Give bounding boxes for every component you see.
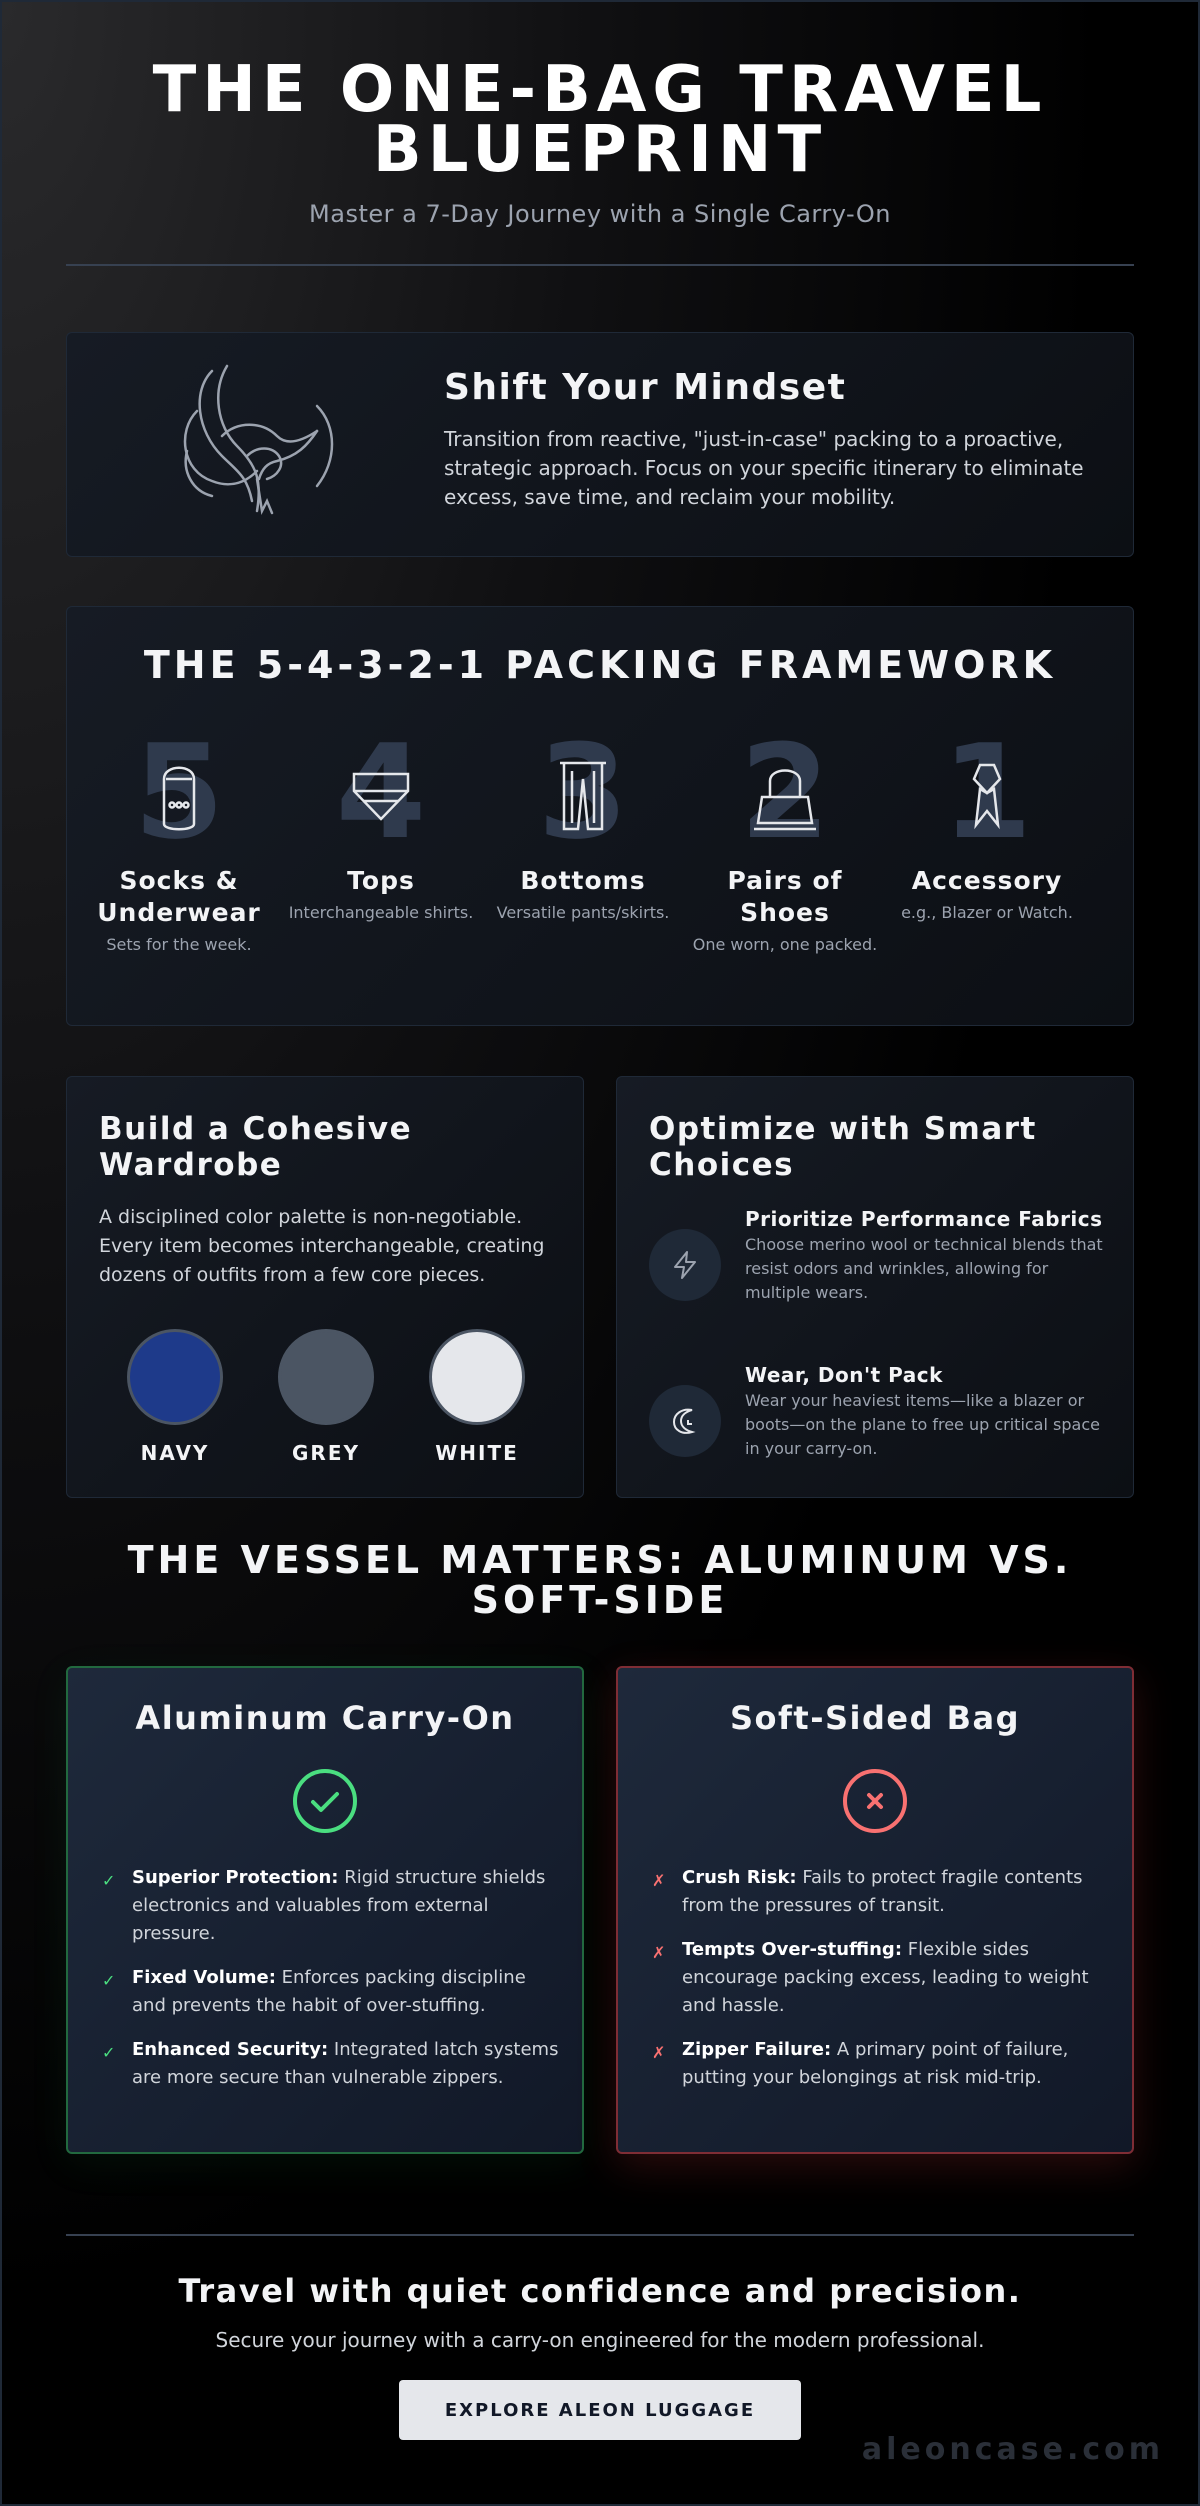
swatch-grey (276, 1329, 376, 1465)
hero (66, 53, 1134, 228)
list-item (100, 1964, 560, 2020)
framework-item-tops (281, 716, 481, 925)
swatch-color (429, 1329, 525, 1425)
aluminum-points (100, 1864, 560, 2108)
mindset-body: Transition from reactive, "just-in-case" packing to a proactive, strategic approach. Focus on your specific itinerary to eliminate excess, save time, and reclaim your mobility. (444, 427, 1084, 509)
framework-number: 5 (133, 716, 225, 868)
tip-icon-circle (649, 1385, 721, 1457)
aluminum-title: Aluminum Carry-On (135, 1699, 515, 1737)
framework-item-desc: e.g., Blazer or Watch. (901, 903, 1073, 922)
tie-icon (942, 749, 1032, 839)
shoe-icon (740, 749, 830, 839)
framework-number: 3 (537, 716, 629, 868)
x-icon: ✗ (652, 1871, 666, 1890)
check-icon: ✓ (102, 1971, 116, 1990)
tip-performance-fabrics (649, 1205, 1109, 1305)
framework-item-shoes (685, 716, 885, 957)
divider (66, 2234, 1134, 2236)
tip-desc: Choose merino wool or technical blends that resist odors and wrinkles, allowing for multiple wears. (745, 1235, 1103, 1302)
vessel-title: THE VESSEL MATTERS: ALUMINUM VS. SOFT-SIDE (127, 1538, 1073, 1622)
mindset-card (66, 332, 1134, 557)
point-title: Superior Protection: (132, 1867, 339, 1888)
framework-item-desc: Sets for the week. (106, 935, 252, 954)
list-item (100, 1864, 560, 1948)
framework-item-title: Tops (347, 866, 415, 895)
sock-icon (134, 749, 224, 839)
moon-icon (668, 1404, 702, 1438)
framework-card (66, 606, 1134, 1026)
check-icon: ✓ (102, 2043, 116, 2062)
framework-number: 2 (739, 716, 831, 868)
lightning-icon (669, 1249, 701, 1281)
softside-title: Soft-Sided Bag (729, 1699, 1021, 1737)
framework-item-title: Socks & Underwear (97, 866, 261, 927)
page-subtitle: Master a 7-Day Journey with a Single Carry-On (309, 200, 891, 228)
softside-card (616, 1666, 1134, 2154)
framework-item-accessory (887, 716, 1087, 925)
explore-luggage-button[interactable]: EXPLORE ALEON LUGGAGE (399, 2380, 801, 2440)
list-item (100, 2036, 560, 2092)
framework-item-title: Accessory (911, 866, 1063, 895)
x-circle-icon (842, 1768, 908, 1834)
aluminum-card (66, 1666, 584, 2154)
shirt-icon (336, 749, 426, 839)
cta-title: Travel with quiet confidence and precision. (178, 2272, 1022, 2310)
divider (66, 264, 1134, 266)
wardrobe-title: Build a Cohesive Wardrobe (99, 1111, 413, 1183)
framework-number: 4 (335, 716, 427, 868)
tip-wear-dont-pack (649, 1361, 1109, 1461)
framework-item-desc: One worn, one packed. (692, 935, 878, 954)
framework-number: 1 (941, 716, 1033, 868)
check-icon: ✓ (102, 1871, 116, 1890)
swatch-label: NAVY (140, 1441, 210, 1465)
tip-title: Prioritize Performance Fabrics (745, 1207, 1103, 1231)
point-text: Fails to protect fragile contents from the pressures of transit. (682, 1867, 1083, 1916)
point-title: Enhanced Security: (132, 2039, 329, 2060)
swatch-white (427, 1329, 527, 1465)
framework-item-bottoms (483, 716, 683, 925)
swatch-label: WHITE (435, 1441, 519, 1465)
point-title: Fixed Volume: (132, 1967, 276, 1988)
point-text: Rigid structure shields electronics and valuables from external pressure. (132, 1867, 546, 1944)
tip-icon-circle (649, 1229, 721, 1301)
x-icon: ✗ (652, 1943, 666, 1962)
tip-title: Wear, Don't Pack (745, 1363, 943, 1387)
mindset-title: Shift Your Mindset (444, 367, 847, 408)
line-art-bird-icon (167, 361, 347, 531)
swatch-label: GREY (292, 1441, 360, 1465)
list-item (650, 1864, 1110, 1920)
brand-watermark: aleoncase.com (861, 2432, 1164, 2467)
page-title: THE ONE-BAG TRAVEL BLUEPRINT (152, 53, 1048, 187)
tip-desc: Wear your heaviest items—like a blazer or boots—on the plane to free up critical space in your carry-on. (745, 1391, 1100, 1458)
softside-points (650, 1864, 1110, 2108)
wardrobe-card (66, 1076, 584, 1498)
framework-title: THE 5-4-3-2-1 PACKING FRAMEWORK (143, 643, 1057, 687)
point-title: Crush Risk: (682, 1867, 797, 1888)
framework-item-socks (79, 716, 279, 957)
list-item (650, 1936, 1110, 2020)
framework-item-desc: Interchangeable shirts. (288, 903, 474, 922)
pants-icon (538, 749, 628, 839)
point-text: Integrated latch systems are more secure than vulnerable zippers. (132, 2039, 559, 2088)
swatch-color (127, 1329, 223, 1425)
smart-choices-card (616, 1076, 1134, 1498)
point-text: Flexible sides encourage packing excess, leading to weight and hassle. (682, 1939, 1089, 2016)
wardrobe-body: A disciplined color palette is non-negotiable. Every item becomes interchangeable, creating dozens of outfits from a few core pieces. (99, 1206, 545, 1286)
point-title: Zipper Failure: (682, 2039, 832, 2060)
framework-item-desc: Versatile pants/skirts. (496, 903, 670, 922)
point-text: A primary point of failure, putting your belongings at risk mid-trip. (682, 2039, 1069, 2088)
framework-item-title: Pairs of Shoes (727, 866, 843, 927)
cta-subtitle: Secure your journey with a carry-on engineered for the modern professional. (215, 2328, 985, 2352)
swatch-color (278, 1329, 374, 1425)
swatch-navy (125, 1329, 225, 1465)
smart-choices-title: Optimize with Smart Choices (649, 1111, 1037, 1183)
list-item (650, 2036, 1110, 2092)
check-circle-icon (292, 1768, 358, 1834)
point-title: Tempts Over-stuffing: (682, 1939, 903, 1960)
framework-item-title: Bottoms (520, 866, 646, 895)
x-icon: ✗ (652, 2043, 666, 2062)
point-text: Enforces packing discipline and prevents the habit of over-stuffing. (132, 1967, 526, 2016)
